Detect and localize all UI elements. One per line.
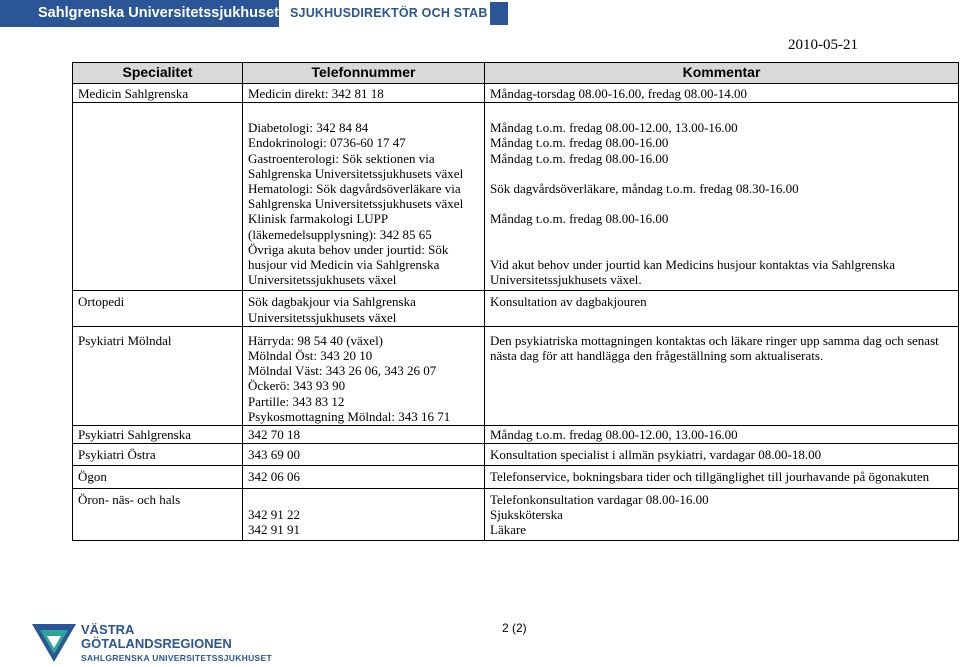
specialty-cell xyxy=(73,444,243,466)
table-row xyxy=(73,426,959,444)
phone-line: Gastroenterologi: Sök sektionen via xyxy=(248,150,435,166)
phone-cell xyxy=(243,291,485,326)
table-row xyxy=(73,488,959,541)
phone-line: Partille: 343 83 12 xyxy=(248,393,345,409)
phone-cell xyxy=(243,444,485,466)
phone-line: Öckerö: 343 93 90 xyxy=(248,378,346,394)
phone-line: 343 69 00 xyxy=(248,447,300,463)
column-header-phone: Telefonnummer xyxy=(243,63,485,84)
specialty-name: Ortopedi xyxy=(78,294,125,310)
comment-spacer xyxy=(490,166,953,181)
phone-cell xyxy=(243,326,485,425)
vgr-logo-mark-icon xyxy=(30,620,78,664)
phone-line: Universitetssjukhusets växel xyxy=(248,309,397,325)
comment-spacer xyxy=(490,227,953,242)
phone-spacer xyxy=(248,492,479,507)
contact-table xyxy=(72,62,959,541)
phone-line: Härryda: 98 54 40 (växel) xyxy=(248,332,384,348)
phone-line: Sök dagbakjour via Sahlgrenska xyxy=(248,294,416,310)
comment-line: Måndag-torsdag 08.00-16.00, fredag 08.00-14.00 xyxy=(490,86,748,101)
specialty-cell xyxy=(73,103,243,291)
column-header-specialty: Specialitet xyxy=(73,63,243,84)
comment-spacer xyxy=(490,196,953,211)
comment-line: Universitetssjukhusets växel. xyxy=(490,272,642,288)
comment-line: Läkare xyxy=(490,522,527,538)
table-row xyxy=(73,103,959,291)
table-row xyxy=(73,291,959,326)
comment-cell xyxy=(485,488,959,541)
comment-line: Vid akut behov under jourtid kan Medicins husjour kontaktas via Sahlgrenska xyxy=(490,256,896,272)
phone-line: husjour vid Medicin via Sahlgrenska xyxy=(248,257,440,273)
comment-line: Telefonservice, bokningsbara tider och tillgänglighet till jourhavande på ögonakuten xyxy=(490,469,930,485)
phone-line: (läkemedelsupplysning): 342 85 65 xyxy=(248,226,432,242)
comment-line: Sjuksköterska xyxy=(490,506,563,522)
column-header-comment: Kommentar xyxy=(485,63,959,84)
comment-line: Den psykiatriska mottagningen kontaktas och läkare ringer upp samma dag och senast xyxy=(490,332,939,348)
phone-line: Mölndal Väst: 343 26 06, 343 26 07 xyxy=(248,363,437,379)
header-banner xyxy=(0,0,960,27)
comment-line: Måndag t.o.m. fredag 08.00-12.00, 13.00-16.00 xyxy=(490,427,738,443)
specialty-cell xyxy=(73,291,243,326)
comment-cell xyxy=(485,326,959,425)
vgr-logo xyxy=(30,620,290,666)
phone-line: Endokrinologi: 0736-60 17 47 xyxy=(248,135,406,151)
comment-cell xyxy=(485,84,959,103)
phone-line: Övriga akuta behov under jourtid: Sök xyxy=(248,241,449,257)
table-row xyxy=(73,444,959,466)
phone-line: 342 70 18 xyxy=(248,427,300,443)
phone-line: Psykosmottagning Mölndal: 343 16 71 xyxy=(248,408,451,424)
specialty-cell xyxy=(73,466,243,488)
specialty-name: Psykiatri Östra xyxy=(78,447,156,463)
table-row xyxy=(73,84,959,103)
comment-line: Måndag t.o.m. fredag 08.00-16.00 xyxy=(490,211,669,227)
comment-line: Måndag t.o.m. fredag 08.00-16.00 xyxy=(490,135,669,151)
comment-line: Måndag t.o.m. fredag 08.00-12.00, 13.00-16.00 xyxy=(490,120,738,136)
specialty-name: Ögon xyxy=(78,469,107,485)
phone-line: Universitetssjukhusets växel xyxy=(248,272,397,288)
vgr-logo-text xyxy=(81,623,272,665)
comment-line: Telefonkonsultation vardagar 08.00-16.00 xyxy=(490,491,709,507)
specialty-name: Öron- näs- och hals xyxy=(78,491,181,507)
banner-accent-block xyxy=(490,2,508,25)
phone-line: Sahlgrenska Universitetssjukhusets växel xyxy=(248,196,464,212)
phone-cell xyxy=(243,84,485,103)
table-row xyxy=(73,466,959,488)
phone-cell xyxy=(243,488,485,541)
phone-line: 342 91 91 xyxy=(248,522,300,538)
comment-spacer xyxy=(490,242,953,257)
comment-line: Konsultation specialist i allmän psykiatri, vardagar 08.00-18.00 xyxy=(490,447,822,463)
logo-line-1: VÄSTRA xyxy=(81,622,135,637)
comment-line: nästa dag för att handlägga den frågeställning som aktualiserats. xyxy=(490,348,824,364)
page-number: 2 (2) xyxy=(502,621,527,635)
specialty-name: Psykiatri Sahlgrenska xyxy=(78,427,192,443)
comment-cell xyxy=(485,426,959,444)
phone-line: Diabetologi: 342 84 84 xyxy=(248,120,369,136)
comment-cell xyxy=(485,103,959,291)
specialty-cell xyxy=(73,84,243,103)
comment-cell xyxy=(485,466,959,488)
comment-line: Sök dagvårdsöverläkare, måndag t.o.m. fredag 08.30-16.00 xyxy=(490,181,799,196)
department-name: SJUKHUSDIREKTÖR OCH STAB xyxy=(279,0,507,27)
table-header-row xyxy=(73,63,959,84)
comment-line: Konsultation av dagbakjouren xyxy=(490,294,647,310)
specialty-name: Medicin Sahlgrenska xyxy=(78,86,189,101)
comment-cell xyxy=(485,291,959,326)
phone-line: Klinisk farmakologi LUPP xyxy=(248,211,389,227)
document-date: 2010-05-21 xyxy=(788,37,858,53)
logo-line-3: SAHLGRENSKA UNIVERSITETSSJUKHUSET xyxy=(81,653,272,663)
phone-line: Hematologi: Sök dagvårdsöverläkare via xyxy=(248,181,461,197)
specialty-cell xyxy=(73,426,243,444)
specialty-name: Psykiatri Mölndal xyxy=(78,332,172,348)
phone-line: Medicin direkt: 342 81 18 xyxy=(248,86,384,101)
phone-line: Sahlgrenska Universitetssjukhusets växel xyxy=(248,165,464,181)
phone-cell xyxy=(243,466,485,488)
phone-cell xyxy=(243,426,485,444)
comment-line: Måndag t.o.m. fredag 08.00-16.00 xyxy=(490,150,669,166)
phone-line: 342 91 22 xyxy=(248,506,300,522)
phone-cell xyxy=(243,103,485,291)
hospital-name: Sahlgrenska Universitetssjukhuset xyxy=(0,0,279,27)
comment-cell xyxy=(485,444,959,466)
specialty-cell xyxy=(73,326,243,425)
logo-line-2: GÖTALANDSREGIONEN xyxy=(81,636,232,651)
phone-line: Mölndal Öst: 343 20 10 xyxy=(248,348,373,364)
phone-line: 342 06 06 xyxy=(248,469,300,485)
table-row xyxy=(73,326,959,425)
specialty-cell xyxy=(73,488,243,541)
